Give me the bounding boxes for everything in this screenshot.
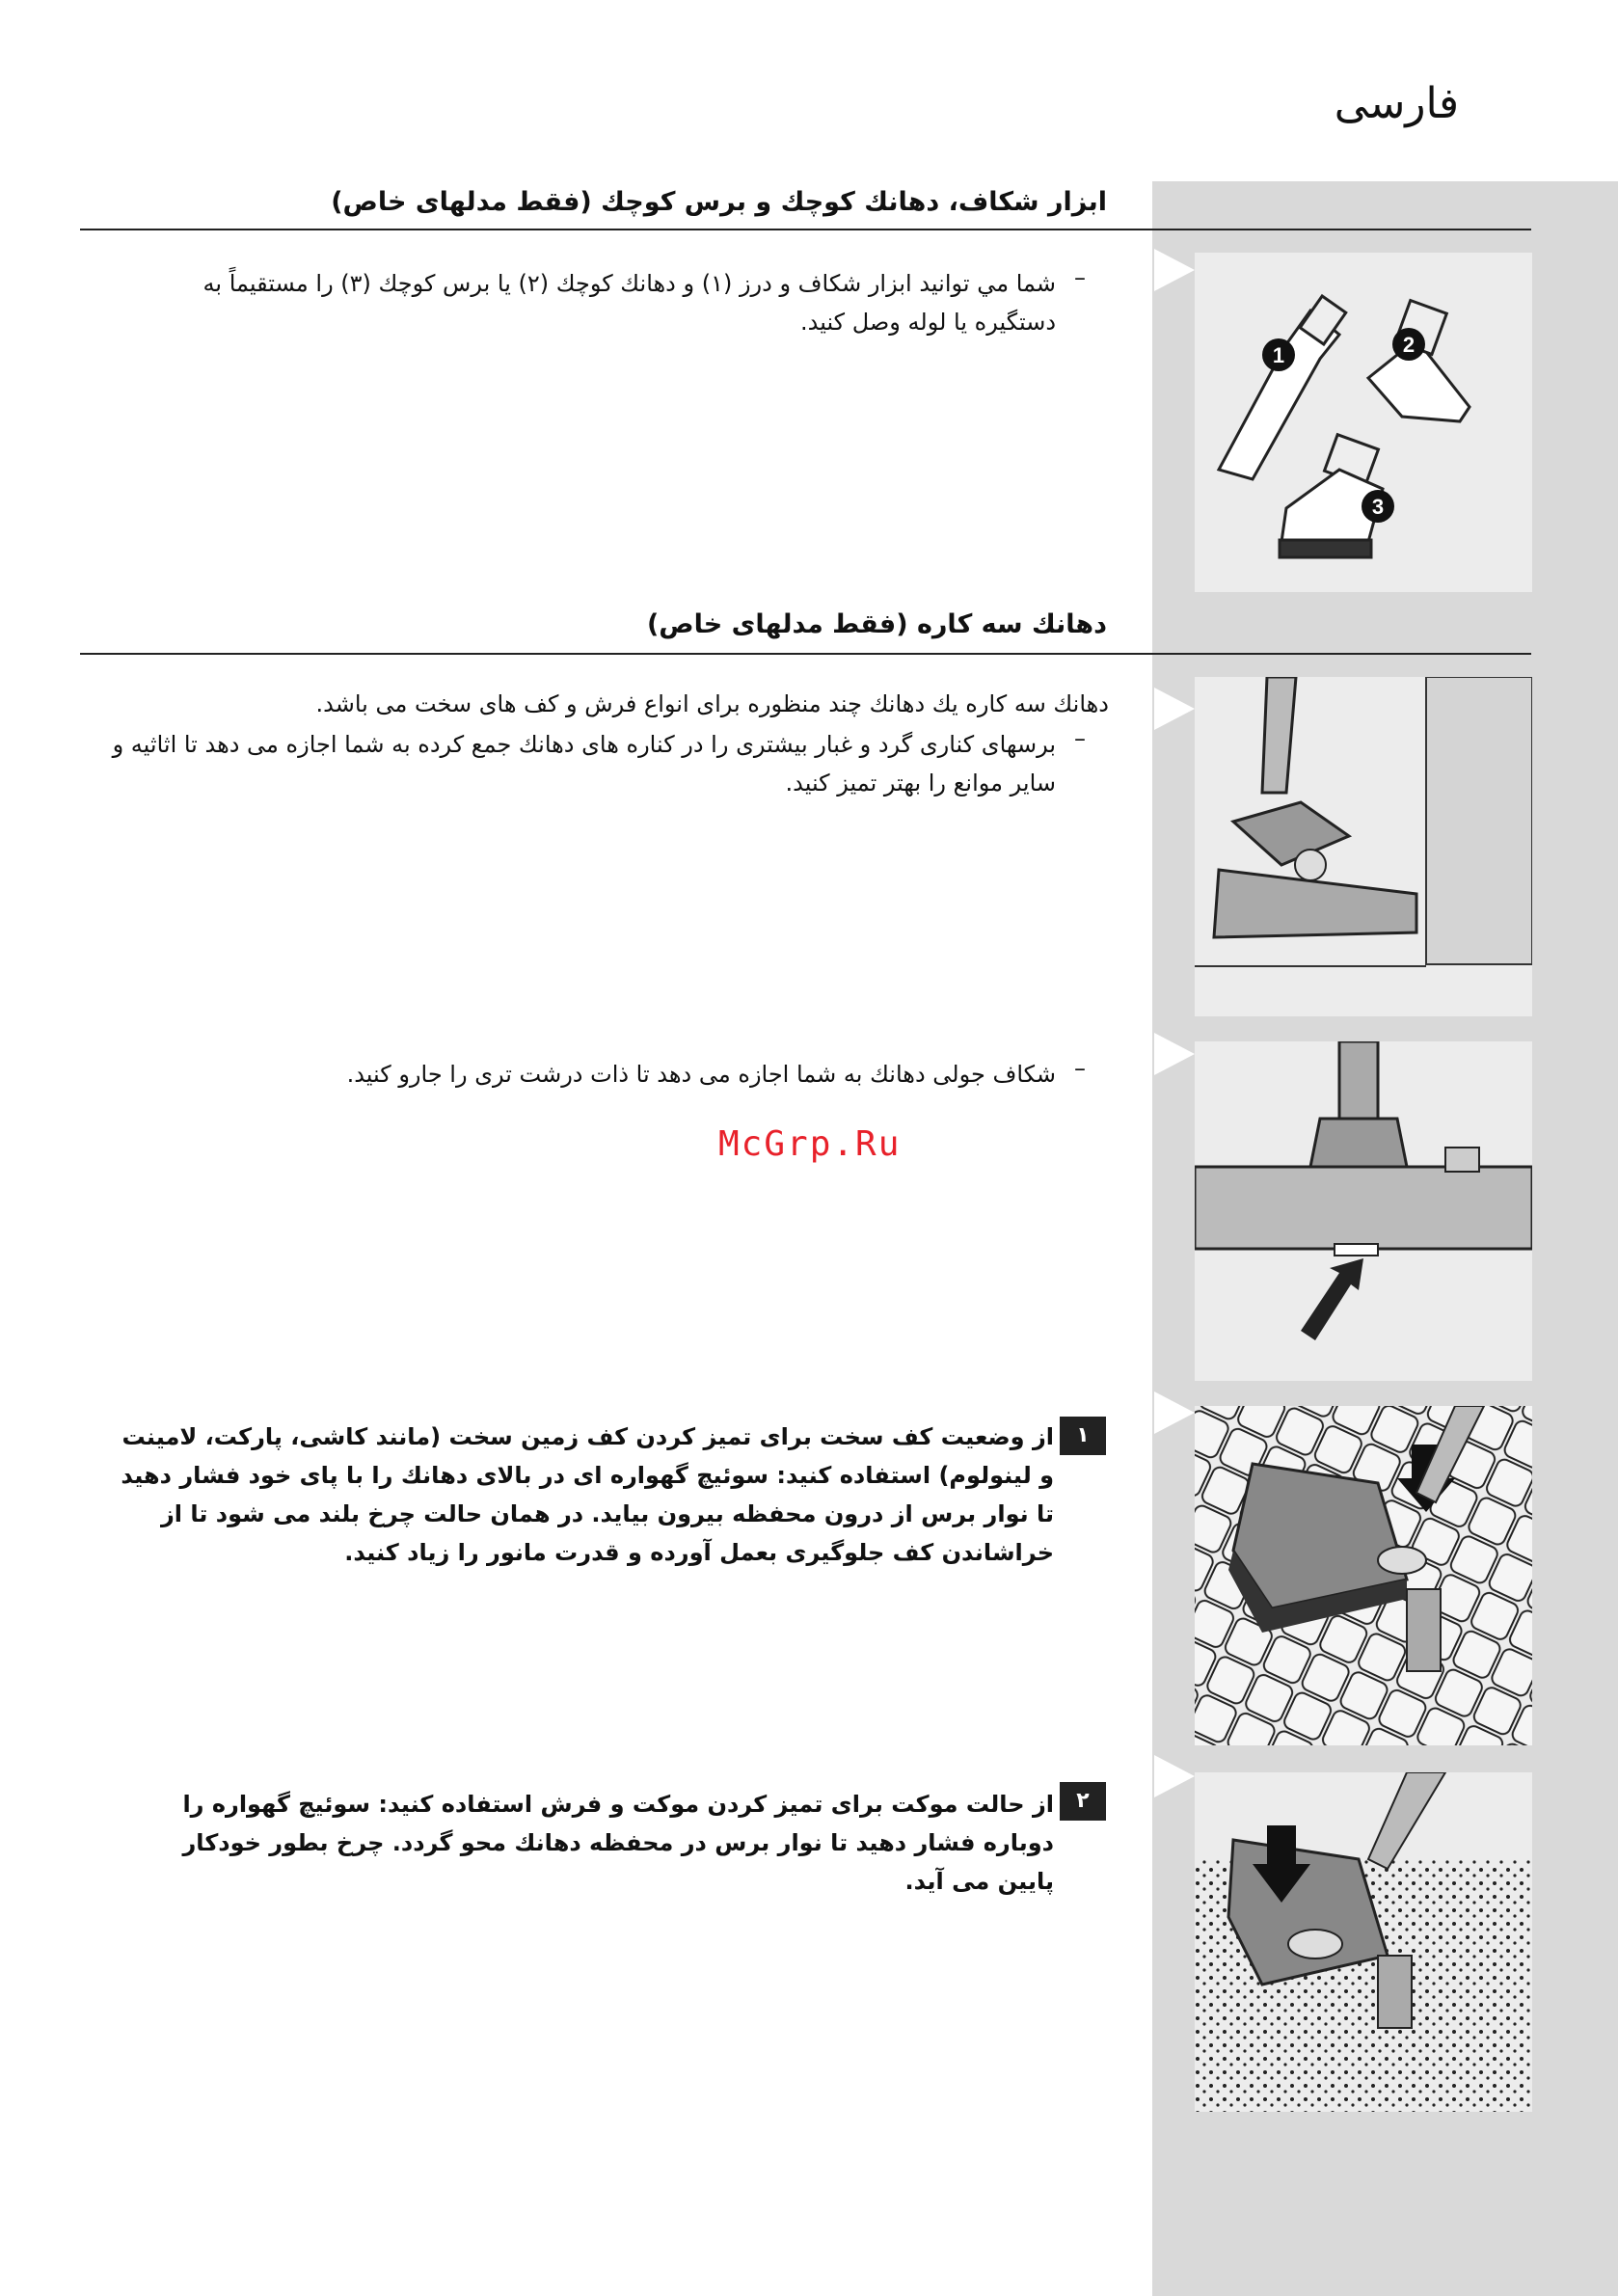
intro-three-way-nozzle: دهانك سه كاره يك دهانك چند منظوره براى انواع فرش و كف هاى سخت مى باشد.: [315, 690, 1109, 717]
panel-pointer: [1154, 1391, 1195, 1434]
svg-text:2: 2: [1402, 333, 1416, 357]
panel-pointer: [1154, 1033, 1195, 1075]
figure-label-3: [1362, 490, 1394, 523]
illustration-hard-floor-mode: [1195, 1406, 1532, 1745]
svg-text:3: 3: [1371, 495, 1385, 519]
bullet-text-slot: شکاف جولی دهانك به شما اجازه مى دهد تا ذات درشت ترى را جارو كنيد.: [346, 1061, 1056, 1088]
illustration-side-brushes: [1195, 677, 1532, 1016]
svg-text:1: 1: [1272, 343, 1285, 367]
step-number-1: ١: [1060, 1417, 1106, 1455]
panel-pointer: [1154, 249, 1195, 291]
section-heading-three-way-nozzle: دهانك سه كاره (فقط مدلهای خاص): [646, 609, 1107, 639]
bullet-dash: –: [1074, 725, 1086, 752]
illustration-nozzle-slot: [1195, 1041, 1532, 1381]
bullet-text-side-brushes: برسهای كناری گرد و غبار بيشتری را در كناره های دهانك جمع كرده به شما اجازه می دهد تا اثاثيه و ساير موانع را بهتر تميز كنيد.: [112, 731, 1056, 797]
illustration-small-tools: [1195, 253, 1532, 592]
step-text-carpet: از حالت موكت براى تميز كردن موكت و فرش استفاده كنيد: سوئيچ گهواره را دوباره فشار دهيد تا نوار برس در محفظه دهانك محو گردد. چرخ بطور خودكار پايين مى آيد.: [182, 1791, 1054, 1895]
panel-pointer: [1154, 688, 1195, 730]
figure-label-2: [1392, 328, 1425, 361]
heading-rule: [80, 229, 1531, 230]
step-number-2: ٢: [1060, 1782, 1106, 1821]
step-text-hard-floor: از وضعيت كف سخت براى تميز كردن كف زمين سخت (مانند كاشى، پاركت، لامينت و لينولوم) استفاده كنيد: سوئيچ گهواره اى در بالاى دهانك را با پاى خود فشار دهيد تا نوار برس از درون محفظه بيرون بيايد. در همان حالت چرخ بلند مى شود تا از خراشاندن كف جلوگيرى بعمل آورده و قدرت مانور را زياد كنيد.: [121, 1423, 1054, 1566]
crevice-tool-icon: [1219, 296, 1346, 479]
figure-label-1: [1262, 338, 1295, 371]
watermark: McGrp.Ru: [718, 1124, 902, 1164]
illustration-carpet-mode: [1195, 1772, 1532, 2112]
heading-rule: [80, 653, 1531, 655]
panel-pointer: [1154, 1755, 1195, 1797]
bullet-dash: –: [1074, 264, 1086, 291]
small-nozzle-icon: [1368, 300, 1470, 421]
section-heading-crevice-tools: ابزار شکاف، دهانك كوچك و برس کوچك (فقط مدلهای خاص): [331, 187, 1107, 217]
bullet-dash: –: [1074, 1055, 1086, 1082]
page-language-label: فارسی: [1334, 79, 1459, 128]
bullet-text-attach-tools: شما مي توانيد ابزار شکاف و درز (١) و دهانك كوچك (٢) يا برس كوچك (٣) را مستقيماً به دستگيره يا لوله وصل كنيد.: [202, 270, 1056, 336]
